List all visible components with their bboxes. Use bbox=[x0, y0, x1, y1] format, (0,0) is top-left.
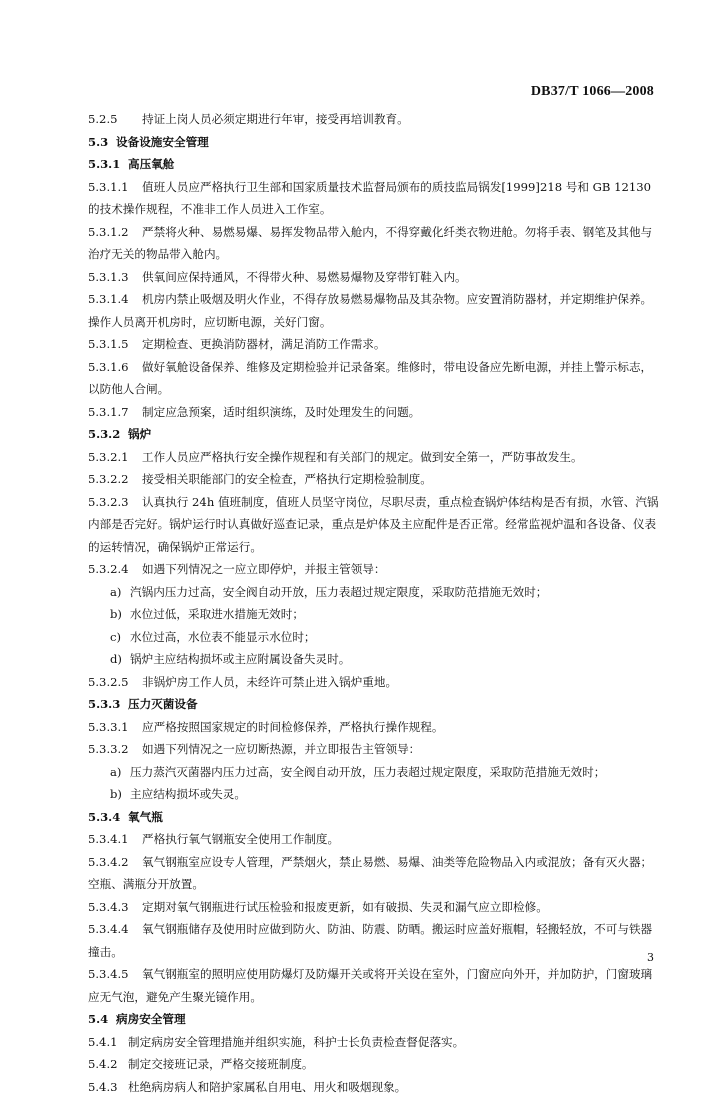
clause-number: 5.3.2.3 bbox=[88, 491, 142, 514]
clause-number: 5.3.3 bbox=[88, 693, 128, 716]
clause-text: 水位过低，采取进水措施无效时； bbox=[130, 607, 304, 621]
paragraph bbox=[88, 738, 660, 761]
clause-number: 5.4.1 bbox=[88, 1031, 128, 1054]
subsection-heading bbox=[88, 693, 660, 716]
paragraph bbox=[88, 716, 660, 739]
clause-number: 5.3.4.1 bbox=[88, 828, 142, 851]
clause-number: a) bbox=[110, 581, 130, 604]
paragraph bbox=[88, 356, 660, 401]
clause-text: 接受相关职能部门的安全检查，严格执行定期检验制度。 bbox=[142, 472, 432, 486]
clause-text: 压力灭菌设备 bbox=[128, 697, 198, 711]
clause-number: b) bbox=[110, 783, 130, 806]
clause-text: 汽锅内压力过高，安全阀自动开放，压力表超过规定限度，采取防范措施无效时； bbox=[130, 585, 547, 599]
clause-text: 氧气钢瓶室应设专人管理，严禁烟火，禁止易燃、易爆、油类等危险物品入内或混放；备有灭火器；空瓶、满瓶分开放置。 bbox=[88, 855, 652, 892]
clause-text: 持证上岗人员必须定期进行年审，接受再培训教育。 bbox=[142, 112, 409, 126]
list-item bbox=[88, 761, 660, 784]
clause-text: 制定交接班记录，严格交接班制度。 bbox=[128, 1057, 314, 1071]
clause-number: 5.3.2.1 bbox=[88, 446, 142, 469]
paragraph bbox=[88, 176, 660, 221]
paragraph bbox=[88, 851, 660, 896]
clause-text: 如遇下列情况之一应立即停炉，并报主管领导： bbox=[142, 562, 385, 576]
clause-text: 严格执行氧气钢瓶安全使用工作制度。 bbox=[142, 832, 339, 846]
clause-text: 制定病房安全管理措施并组织实施，科护士长负责检查督促落实。 bbox=[128, 1035, 464, 1049]
subsection-heading bbox=[88, 806, 660, 829]
clause-text: 压力蒸汽灭菌器内压力过高，安全阀自动开放，压力表超过规定限度，采取防范措施无效时； bbox=[130, 765, 605, 779]
clause-text: 氧气钢瓶储存及使用时应做到防火、防油、防震、防晒。搬运时应盖好瓶帽，轻搬轻放，不可与铁器撞击。 bbox=[88, 922, 652, 959]
clause-text: 认真执行 24h 值班制度，值班人员坚守岗位，尽职尽责，重点检查锅炉体结构是否有损，水管、汽锅内部是否完好。锅炉运行时认真做好巡查记录，重点是炉体及主应配件是否正常。经常监视炉温和各设备、仪表的运转情况，确保锅炉正常运行。 bbox=[88, 495, 659, 554]
clause-number: 5.3.1.1 bbox=[88, 176, 142, 199]
clause-text: 主应结构损坏或失灵。 bbox=[130, 787, 246, 801]
clause-number: 5.3.4.5 bbox=[88, 963, 142, 986]
clause-number: 5.3.3.2 bbox=[88, 738, 142, 761]
subsection-heading bbox=[88, 153, 660, 176]
clause-text: 制定应急预案，适时组织演练，及时处理发生的问题。 bbox=[142, 405, 420, 419]
clause-text: 如遇下列情况之一应切断热源，并立即报告主管领导： bbox=[142, 742, 420, 756]
clause-number: a) bbox=[110, 761, 130, 784]
clause-text: 杜绝病房病人和陪护家属私自用电、用火和吸烟现象。 bbox=[128, 1080, 406, 1094]
paragraph bbox=[88, 1053, 660, 1076]
clause-text: 设备设施安全管理 bbox=[116, 135, 209, 149]
clause-number: 5.3.1.3 bbox=[88, 266, 142, 289]
list-item bbox=[88, 581, 660, 604]
paragraph bbox=[88, 558, 660, 581]
clause-text: 定期检查、更换消防器材，满足消防工作需求。 bbox=[142, 337, 385, 351]
clause-number: 5.3.4.3 bbox=[88, 896, 142, 919]
list-item bbox=[88, 626, 660, 649]
clause-number: 5.3.3.1 bbox=[88, 716, 142, 739]
clause-text: 做好氧舱设备保养、维修及定期检验并记录备案。维修时，带电设备应先断电源，并挂上警示标志，以防他人合闸。 bbox=[88, 360, 652, 397]
clause-number: b) bbox=[110, 603, 130, 626]
page-number: 3 bbox=[647, 951, 654, 964]
paragraph bbox=[88, 1031, 660, 1054]
clause-number: 5.3.2 bbox=[88, 423, 128, 446]
clause-number: 5.3 bbox=[88, 131, 116, 154]
clause-number: 5.3.1.5 bbox=[88, 333, 142, 356]
paragraph bbox=[88, 221, 660, 266]
clause-number: 5.3.4.2 bbox=[88, 851, 142, 874]
paragraph bbox=[88, 963, 660, 1008]
paragraph bbox=[88, 491, 660, 559]
clause-number: 5.4.3 bbox=[88, 1076, 128, 1098]
clause-text: 严禁将火种、易燃易爆、易挥发物品带入舱内，不得穿戴化纤类衣物进舱。勿将手表、钢笔及其他与治疗无关的物品带入舱内。 bbox=[88, 225, 652, 262]
paragraph bbox=[88, 266, 660, 289]
document-body bbox=[88, 108, 660, 1098]
clause-text: 非锅炉房工作人员，未经许可禁止进入锅炉重地。 bbox=[142, 675, 397, 689]
paragraph bbox=[88, 288, 660, 333]
paragraph bbox=[88, 918, 660, 963]
clause-number: 5.3.4.4 bbox=[88, 918, 142, 941]
clause-text: 机房内禁止吸烟及明火作业，不得存放易燃易爆物品及其杂物。应安置消防器材，并定期维护保养。操作人员离开机房时，应切断电源，关好门窗。 bbox=[88, 292, 652, 329]
paragraph bbox=[88, 401, 660, 424]
clause-number: 5.2.5 bbox=[88, 108, 142, 131]
paragraph bbox=[88, 1076, 660, 1098]
clause-text: 应严格按照国家规定的时间检修保养，严格执行操作规程。 bbox=[142, 720, 443, 734]
clause-text: 病房安全管理 bbox=[116, 1012, 186, 1026]
clause-text: 高压氧舱 bbox=[128, 157, 174, 171]
list-item bbox=[88, 648, 660, 671]
section-heading bbox=[88, 1008, 660, 1031]
clause-number: 5.3.2.5 bbox=[88, 671, 142, 694]
paragraph bbox=[88, 828, 660, 851]
clause-text: 氧气钢瓶室的照明应使用防爆灯及防爆开关或将开关设在室外，门窗应向外开，并加防护，门窗玻璃应无气泡，避免产生聚光镜作用。 bbox=[88, 967, 652, 1004]
clause-number: 5.3.2.2 bbox=[88, 468, 142, 491]
clause-text: 水位过高，水位表不能显示水位时； bbox=[130, 630, 316, 644]
subsection-heading bbox=[88, 423, 660, 446]
clause-text: 工作人员应严格执行安全操作规程和有关部门的规定。做到安全第一，严防事故发生。 bbox=[142, 450, 583, 464]
paragraph bbox=[88, 333, 660, 356]
clause-number: d) bbox=[110, 648, 130, 671]
clause-number: 5.3.2.4 bbox=[88, 558, 142, 581]
clause-text: 定期对氧气钢瓶进行试压检验和报废更新，如有破损、失灵和漏气应立即检修。 bbox=[142, 900, 548, 914]
clause-number: c) bbox=[110, 626, 130, 649]
paragraph bbox=[88, 671, 660, 694]
clause-number: 5.3.4 bbox=[88, 806, 128, 829]
section-heading bbox=[88, 131, 660, 154]
list-item bbox=[88, 783, 660, 806]
clause-text: 供氧间应保持通风，不得带火种、易燃易爆物及穿带钉鞋入内。 bbox=[142, 270, 467, 284]
list-item bbox=[88, 603, 660, 626]
paragraph bbox=[88, 108, 660, 131]
clause-text: 锅炉主应结构损坏或主应附属设备失灵时。 bbox=[130, 652, 350, 666]
clause-text: 氧气瓶 bbox=[128, 810, 163, 824]
clause-number: 5.4.2 bbox=[88, 1053, 128, 1076]
clause-number: 5.3.1 bbox=[88, 153, 128, 176]
clause-number: 5.3.1.7 bbox=[88, 401, 142, 424]
clause-number: 5.3.1.6 bbox=[88, 356, 142, 379]
clause-number: 5.3.1.4 bbox=[88, 288, 142, 311]
clause-text: 值班人员应严格执行卫生部和国家质量技术监督局颁布的质技监局锅发[1999]218 号和 GB 12130 的技术操作规程，不准非工作人员进入工作室。 bbox=[88, 180, 651, 217]
clause-text: 锅炉 bbox=[128, 427, 151, 441]
document-code: DB37/T 1066—2008 bbox=[531, 84, 654, 100]
paragraph bbox=[88, 446, 660, 469]
clause-number: 5.3.1.2 bbox=[88, 221, 142, 244]
paragraph bbox=[88, 468, 660, 491]
clause-number: 5.4 bbox=[88, 1008, 116, 1031]
paragraph bbox=[88, 896, 660, 919]
